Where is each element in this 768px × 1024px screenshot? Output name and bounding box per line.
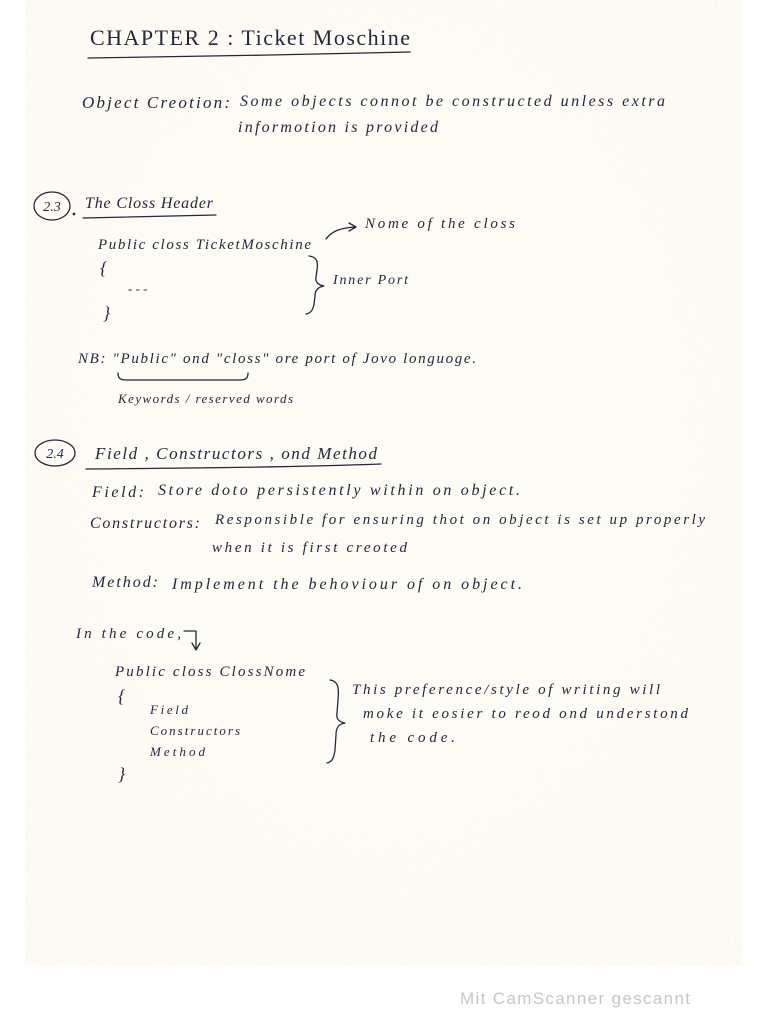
code-close-brace: } bbox=[103, 303, 111, 323]
definition-term-field: Field: bbox=[92, 484, 144, 501]
page-title: CHAPTER 2 : Ticket Moschine bbox=[90, 25, 410, 50]
code-body-placeholder: - - - bbox=[128, 281, 148, 296]
code-class-declaration: Public closs ClossNome bbox=[115, 664, 305, 680]
camscanner-watermark: Mit CamScanner gescannt bbox=[460, 989, 690, 1008]
code-note-line3: the code. bbox=[370, 730, 455, 746]
code-intro: In the code, bbox=[76, 626, 181, 642]
code-open-brace: { bbox=[118, 686, 126, 706]
definition-text-constructors-line1: Responsible for ensuring thot on object is set up properly bbox=[215, 512, 705, 528]
section-2-4-heading: Field , Constructors , ond Method bbox=[95, 444, 377, 463]
object-creation-text-line1: Some objects connot be constructed unless extra bbox=[240, 93, 666, 110]
annotation-class-name: Nome of the closs bbox=[365, 216, 515, 232]
definition-term-constructors: Constructors: bbox=[90, 515, 200, 532]
code-note-line2: moke it eosier to reod ond understond bbox=[363, 706, 688, 722]
code-note-line1: This preference/style of writing will bbox=[352, 682, 660, 698]
object-creation-text-line2: informotion is provided bbox=[238, 119, 438, 136]
section-2-3-heading: The Closs Header bbox=[85, 195, 213, 212]
nb-bracket-label: Keywords / reserved words bbox=[118, 391, 293, 406]
definition-text-method: Implement the behoviour of on object. bbox=[172, 576, 523, 593]
code-member-field: Field bbox=[150, 702, 188, 717]
code-member-constructors: Constructors bbox=[150, 723, 240, 738]
section-number-dot bbox=[73, 213, 76, 216]
annotation-inner-part: Inner Port bbox=[333, 273, 408, 288]
code-open-brace: { bbox=[100, 258, 108, 278]
definition-term-method: Method: bbox=[92, 574, 158, 591]
object-creation-term: Object Creotion: bbox=[82, 93, 230, 112]
section-2-4-number: 2.4 bbox=[46, 447, 64, 462]
definition-text-constructors-line2: when it is first creoted bbox=[212, 540, 407, 556]
class-declaration: Public closs TicketMoschine bbox=[98, 237, 311, 253]
code-close-brace: } bbox=[118, 764, 126, 784]
nb-note: NB: "Public" ond "closs" ore port of Jovo longuoge. bbox=[78, 351, 476, 367]
section-2-3-number: 2.3 bbox=[43, 200, 61, 215]
code-member-method: Method bbox=[150, 744, 205, 759]
definition-text-field: Store doto persistently within on object. bbox=[158, 482, 520, 499]
